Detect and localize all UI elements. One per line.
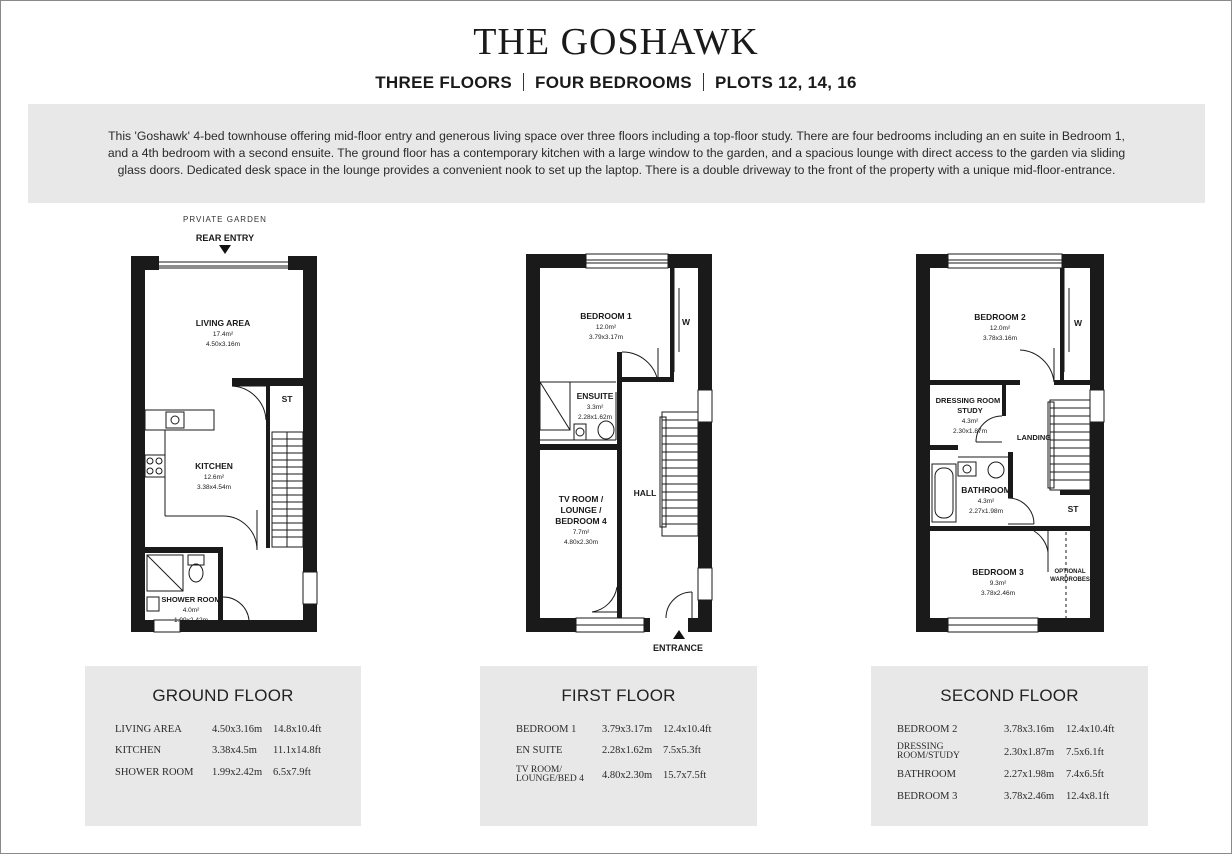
- first-floor-plan: [524, 252, 718, 636]
- room-name-line2: STUDY: [957, 406, 983, 415]
- room-dims: 4.80x2.30m: [564, 539, 598, 546]
- room-name: BATHROOM: [961, 485, 1011, 495]
- room-name-line1: DRESSING ROOM /: [935, 396, 1005, 405]
- room-name-line3: BEDROOM 4: [555, 516, 607, 526]
- imperial-size: 12.4x10.4ft: [1066, 724, 1115, 735]
- description-panel: [28, 104, 1205, 203]
- bedroom-3-label: [962, 567, 1034, 598]
- entrance-arrow-icon: [673, 630, 685, 639]
- table-title: GROUND FLOOR: [152, 686, 294, 705]
- room-name: BEDROOM 2: [974, 312, 1026, 322]
- garden-label: PRVIATE GARDEN: [183, 215, 267, 224]
- page-subtitle: [0, 73, 1232, 93]
- room-area: 4.3m²: [961, 418, 979, 425]
- second-floor-table: [871, 666, 1148, 826]
- rear-entry-label: REAR ENTRY: [195, 233, 255, 243]
- entrance-label: ENTRANCE: [652, 643, 703, 653]
- room-name: BEDROOM 1: [580, 311, 632, 321]
- metric-size: 3.78x3.16m: [1004, 724, 1055, 735]
- landing-label: [1014, 433, 1054, 443]
- divider: [703, 73, 704, 91]
- bathroom-label: [956, 485, 1016, 516]
- metric-size: 2.30x1.87m: [1004, 747, 1055, 758]
- room-dims: 3.79x3.17m: [589, 334, 623, 341]
- wardrobe-label: [678, 317, 694, 328]
- metric-size: 3.78x2.46m: [1004, 791, 1055, 802]
- store-label: [272, 394, 302, 405]
- imperial-size: 7.5x5.3ft: [663, 745, 701, 756]
- room-name: EN SUITE: [516, 745, 563, 756]
- imperial-size: 14.8x10.4ft: [273, 724, 322, 735]
- imperial-size: 15.7x7.5ft: [663, 770, 707, 781]
- room-name: [897, 743, 987, 761]
- metric-size: 2.28x1.62m: [602, 745, 653, 756]
- room-dims: 2.27x1.98m: [969, 508, 1003, 515]
- room-name: LIVING AREA: [115, 724, 182, 735]
- room-name: KITCHEN: [195, 461, 233, 471]
- tv-room-label: [551, 494, 611, 547]
- room-area: 17.4m²: [212, 331, 234, 338]
- room-dims: 2.30x1.87m: [953, 428, 987, 435]
- imperial-size: 6.5x7.9ft: [273, 767, 311, 778]
- metric-size: 3.38x4.5m: [212, 745, 257, 756]
- room-name-line2: LOUNGE /: [560, 505, 602, 515]
- page-title: THE GOSHAWK: [473, 21, 759, 63]
- room-name: W: [681, 317, 691, 327]
- rear-entry-arrow-icon: [219, 245, 231, 254]
- room-area: 3.3m²: [586, 404, 604, 411]
- room-dims: 4.50x3.16m: [206, 341, 240, 348]
- bedrooms-count: FOUR BEDROOMS: [535, 73, 692, 92]
- room-name: LIVING AREA: [195, 318, 251, 328]
- room-name: ENSUITE: [576, 391, 614, 401]
- table-title: SECOND FLOOR: [940, 686, 1079, 705]
- hall-label: [630, 488, 660, 499]
- room-name: SHOWER ROOM: [115, 767, 194, 778]
- room-name: KITCHEN: [115, 745, 162, 756]
- room-name: [516, 766, 596, 784]
- bedroom-2-label: [964, 312, 1036, 343]
- room-name-line1: TV ROOM /: [558, 494, 604, 504]
- room-name: BEDROOM 2: [897, 724, 958, 735]
- dressing-room-label: [934, 396, 1006, 436]
- room-dims: 3.78x2.46m: [981, 590, 1015, 597]
- store-label: [1060, 504, 1086, 515]
- room-name-line1: DRESSING: [897, 742, 944, 752]
- room-area: 4.3m²: [977, 498, 995, 505]
- metric-size: 4.80x2.30m: [602, 770, 653, 781]
- metric-size: 3.79x3.17m: [602, 724, 653, 735]
- imperial-size: 7.5x6.1ft: [1066, 747, 1104, 758]
- room-name: BEDROOM 3: [897, 791, 958, 802]
- room-dims: 3.38x4.54m: [197, 484, 231, 491]
- divider: [523, 73, 524, 91]
- room-dims: 2.28x1.62m: [578, 414, 612, 421]
- ground-floor-table: [85, 666, 361, 826]
- room-area: 12.0m²: [989, 325, 1011, 332]
- table-title: FIRST FLOOR: [561, 686, 676, 705]
- imperial-size: 7.4x6.5ft: [1066, 769, 1104, 780]
- room-name: SHOWER ROOM: [161, 595, 221, 604]
- room-name: ST: [281, 394, 293, 404]
- metric-size: 4.50x3.16m: [212, 724, 263, 735]
- floors-count: THREE FLOORS: [375, 73, 513, 92]
- room-area: 12.6m²: [203, 474, 225, 481]
- imperial-size: 12.4x8.1ft: [1066, 791, 1110, 802]
- description-text: This 'Goshawk' 4-bed townhouse offering mid-floor entry and generous living space over three floors including a top-floor study. There are four bedrooms including an en suite in Bedroom 1, and a 4th bedroom with a second ensuite. The ground floor has a contemporary kitchen with a large window to the garden, and a spacious lounge with direct access to the garden via sliding glass doors. Dedicated desk space in the lounge provides a convenient nook to set up the laptop. There is a double driveway to the front of the property with a unique mid-floor-entrance.: [107, 129, 1126, 177]
- bedroom-1-label: [570, 311, 642, 342]
- imperial-size: 12.4x10.4ft: [663, 724, 712, 735]
- living-area-label: [188, 318, 258, 349]
- room-dims: 1.99x2.42m: [174, 617, 208, 624]
- ground-floor-plan: [128, 254, 322, 636]
- optional-line1: OPTIONAL: [1054, 569, 1086, 575]
- room-name-line1: TV ROOM/: [516, 765, 563, 775]
- ensuite-label: [572, 391, 618, 422]
- first-floor-table: [480, 666, 757, 826]
- room-dims: 3.78x3.16m: [983, 335, 1017, 342]
- room-name: ST: [1067, 504, 1079, 514]
- room-name: W: [1073, 318, 1083, 328]
- room-area: 4.0m²: [182, 607, 200, 614]
- optional-line2: WARDROBES: [1050, 577, 1090, 583]
- optional-wardrobes-label: [1048, 568, 1092, 584]
- room-name-line2: LOUNGE/BED 4: [516, 774, 584, 784]
- metric-size: 1.99x2.42m: [212, 767, 263, 778]
- room-name: BATHROOM: [897, 769, 956, 780]
- plots-list: PLOTS 12, 14, 16: [714, 73, 857, 92]
- kitchen-label: [184, 461, 244, 492]
- metric-size: 2.27x1.98m: [1004, 769, 1055, 780]
- room-area: 7.7m²: [572, 529, 590, 536]
- imperial-size: 11.1x14.8ft: [273, 745, 322, 756]
- shower-room-label: [158, 595, 224, 625]
- wardrobe-label: [1070, 318, 1086, 329]
- room-area: 9.3m²: [989, 580, 1007, 587]
- room-name: BEDROOM 3: [972, 567, 1024, 577]
- room-name: HALL: [633, 488, 657, 498]
- room-area: 12.0m²: [595, 324, 617, 331]
- room-name: LANDING: [1016, 433, 1052, 442]
- room-name: BEDROOM 1: [516, 724, 577, 735]
- room-name-line2: ROOM/STUDY: [897, 751, 960, 761]
